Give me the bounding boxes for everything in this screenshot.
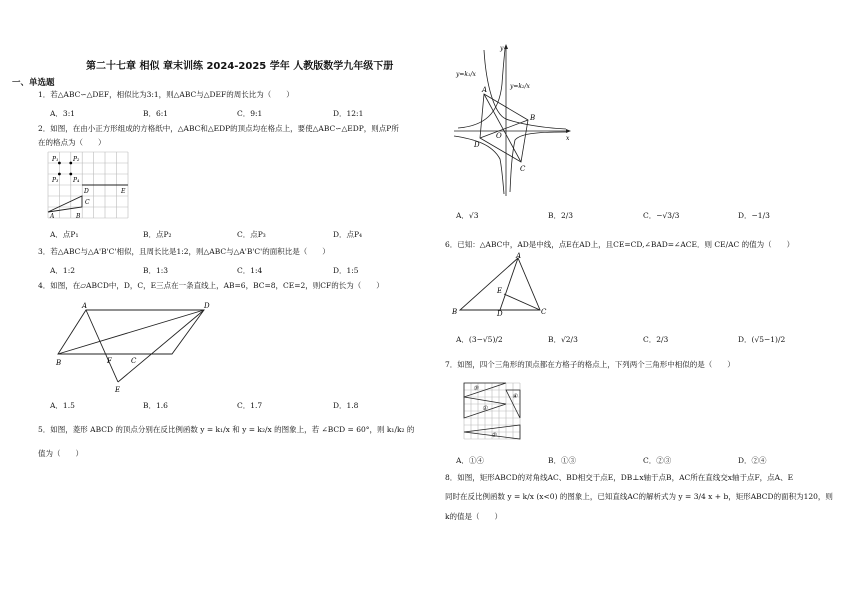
q6-option-b[interactable]: B．√2/3: [548, 335, 578, 344]
question-8-line2: 同时在反比例函数 y = k/x (x<0) 的图象上，已知直线AC的解析式为 y = 3/4 x + b，矩形ABCD的面积为120，则: [445, 492, 833, 501]
q2-option-d[interactable]: D．点P₄: [333, 230, 363, 239]
q1-option-a[interactable]: A．3:1: [50, 109, 75, 118]
q4-label-a: A: [82, 302, 88, 310]
q7-grid-figure: [464, 383, 524, 441]
q5-label-b: B: [530, 114, 536, 122]
q5-label-k2: y=k₂/x: [510, 83, 530, 90]
q4-label-e: E: [115, 386, 121, 394]
q7-option-d[interactable]: D．②④: [738, 456, 767, 465]
question-4-text: 4．如图，在▱ABCD中，D，C，E三点在一条直线上，AB=6，BC=8，CE=2，则CF的长为（ ）: [38, 281, 384, 290]
question-2-line1: 2．如图，在由小正方形组成的方格纸中，△ABC和△EDP的顶点均在格点上，要使△ABC∽△EDP，则点P所: [38, 124, 399, 133]
q3-option-a[interactable]: A．1:2: [50, 266, 75, 275]
q6-option-d[interactable]: D．(√5−1)/2: [738, 335, 786, 344]
question-3-text: 3．若△ABC与△A'B'C'相似，且周长比是1:2，则△ABC与△A'B'C'的面积比是（ ）: [38, 247, 330, 256]
q5-label-x-axis: x: [566, 135, 570, 142]
q2-option-c[interactable]: C．点P₃: [237, 230, 266, 239]
q2-label-a: A: [50, 213, 55, 220]
q4-label-d: D: [204, 302, 210, 310]
q2-label-p1: P₁: [52, 156, 59, 163]
q7-option-c[interactable]: C．②③: [643, 456, 672, 465]
q3-option-b[interactable]: B．1:3: [143, 266, 169, 275]
question-2-line2: 在的格点为（ ）: [38, 138, 106, 147]
q1-option-d[interactable]: D．12:1: [333, 109, 364, 118]
q3-option-d[interactable]: D．1:5: [333, 266, 359, 275]
q5-option-b[interactable]: B．2/3: [548, 211, 574, 220]
page-title: 第二十七章 相似 章末训练 2024-2025 学年 人教版数学九年级下册: [86, 61, 394, 72]
question-5-line2: 值为（ ）: [38, 449, 83, 458]
q2-label-d: D: [84, 188, 89, 195]
q2-label-p2: P₂: [73, 156, 80, 163]
q4-label-c: C: [131, 357, 137, 365]
q4-option-d[interactable]: D．1.8: [333, 401, 359, 410]
q4-label-f: F: [107, 357, 112, 365]
question-8-line3: k的值是（ ）: [445, 512, 503, 521]
q4-parallelogram-figure: [54, 302, 214, 394]
q7-label-1: ①: [482, 405, 488, 412]
q2-label-e: E: [121, 188, 126, 195]
question-6-text: 6．已知：△ABC中，AD是中线，点E在AD上，且CE=CD,∠BAD=∠ACE．则 CE/AC 的值为（ ）: [445, 240, 795, 249]
q2-label-p4: P₄: [73, 177, 80, 184]
q6-option-c[interactable]: C．2/3: [643, 335, 669, 344]
q6-label-e: E: [497, 287, 503, 295]
question-5-line1: 5．如图，菱形 ABCD 的顶点分别在反比例函数 y = k₁/x 和 y = k₂/x 的图象上，若 ∠BCD = 60°，则 k₁/k₂ 的: [38, 425, 415, 434]
q1-option-b[interactable]: B．6:1: [143, 109, 169, 118]
q5-label-k1: y=k₁/x: [456, 71, 476, 78]
q2-option-a[interactable]: A．点P₁: [50, 230, 79, 239]
q7-option-b[interactable]: B．①③: [548, 456, 577, 465]
q5-label-o: O: [496, 132, 502, 140]
q5-option-c[interactable]: C．−√3/3: [643, 211, 680, 220]
q5-label-a: A: [482, 86, 488, 94]
q5-hyperbola-figure: [454, 44, 574, 200]
q2-label-c: C: [85, 199, 90, 206]
q2-label-b: B: [76, 213, 81, 220]
q2-label-p3: P₃: [52, 177, 59, 184]
q7-label-3: ③: [473, 385, 479, 392]
q5-label-y-axis: y: [500, 45, 504, 52]
q5-label-d: D: [474, 141, 480, 149]
q4-option-c[interactable]: C．1.7: [237, 401, 263, 410]
q6-label-d: D: [497, 310, 503, 318]
q5-option-a[interactable]: A．√3: [456, 211, 479, 220]
q6-label-c: C: [541, 308, 547, 316]
q2-option-b[interactable]: B．点P₂: [143, 230, 172, 239]
section-heading: 一、单选题: [12, 78, 55, 88]
question-7-text: 7．如图，四个三角形的顶点都在方格子的格点上，下列两个三角形中相似的是（ ）: [445, 360, 735, 369]
q6-label-a: A: [516, 252, 522, 260]
q6-option-a[interactable]: A．(3−√5)/2: [456, 335, 503, 344]
q3-option-c[interactable]: C．1:4: [237, 266, 263, 275]
q7-label-2: ②: [491, 432, 497, 439]
q4-label-b: B: [56, 359, 62, 367]
q6-label-b: B: [452, 308, 458, 316]
q6-triangle-figure: [452, 254, 552, 316]
question-8-line1: 8．如图，矩形ABCD的对角线AC、BD相交于点E，DB⊥x轴于点B，AC所在直线交x轴于点F，点A、E: [445, 473, 794, 482]
q7-option-a[interactable]: A．①④: [456, 456, 484, 465]
q4-option-b[interactable]: B．1.6: [143, 401, 168, 410]
q7-label-4: ④: [512, 393, 518, 400]
question-1-text: 1．若△ABC∽△DEF，相似比为3:1，则△ABC与△DEF的周长比为（ ）: [38, 90, 294, 99]
q5-label-c: C: [520, 165, 526, 173]
q1-option-c[interactable]: C．9:1: [237, 109, 263, 118]
q4-option-a[interactable]: A．1.5: [50, 401, 75, 410]
q2-grid-figure: [48, 152, 130, 220]
q5-option-d[interactable]: D．−1/3: [738, 211, 770, 220]
